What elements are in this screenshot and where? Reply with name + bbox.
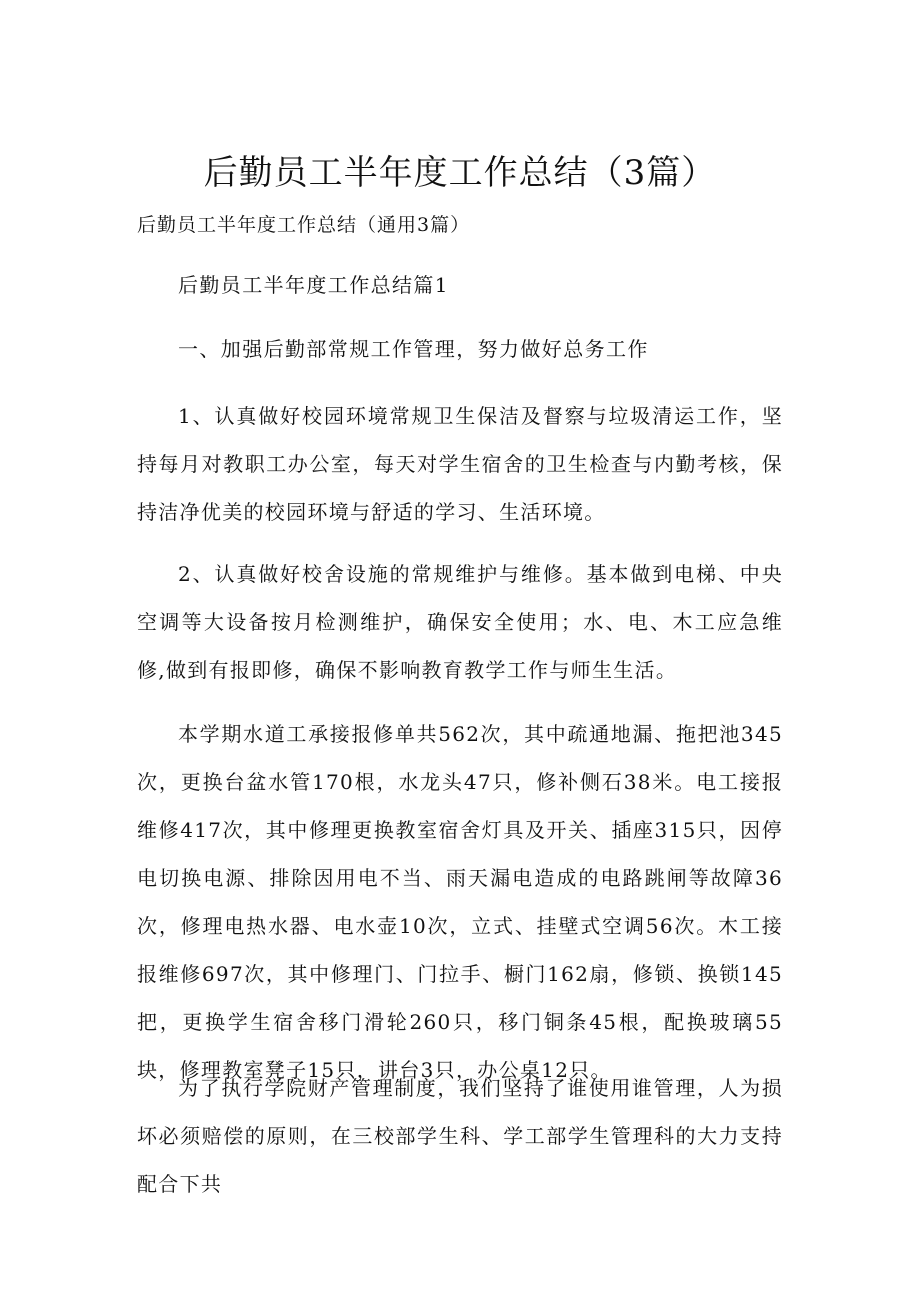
section-heading: 后勤员工半年度工作总结篇1: [178, 273, 449, 297]
document-title: 后勤员工半年度工作总结（3篇）: [203, 153, 717, 193]
paragraph-4: 为了执行学院财产管理制度，我们坚持了谁使用谁管理，人为损坏必须赔偿的原则，在三校部学生科、学工部学生管理科的大力支持配合下共: [137, 1076, 783, 1196]
part-heading: 一、加强后勤部常规工作管理，努力做好总务工作: [178, 337, 649, 361]
paragraph-1: 1、认真做好校园环境常规卫生保洁及督察与垃圾清运工作，坚持每月对教职工办公室，每天对学生宿舍的卫生检查与内勤考核，保持洁净优美的校园环境与舒适的学习、生活环境。: [137, 404, 783, 524]
paragraph-2: 2、认真做好校舍设施的常规维护与维修。基本做到电梯、中央空调等大设备按月检测维护，确保安全使用；水、电、木工应急维修,做到有报即修，确保不影响教育教学工作与师生生活。: [137, 562, 783, 682]
paragraph-3: 本学期水道工承接报修单共562次，其中疏通地漏、拖把池345次，更换台盆水管170根，水龙头47只，修补侧石38米。电工接报维修417次，其中修理更换教室宿舍灯具及开关、插座315只，因停电切换电源、排除因用电不当、雨天漏电造成的电路跳闸等故障36次，修理电热水器、电水壶10次，立式、挂壁式空调56次。木工接报维修697次，其中修理门、门拉手、橱门162扇，修锁、换锁145把，更换学生宿舍移门滑轮260只，移门铜条45根，配换玻璃55块，修理教室凳子15只，讲台3只，办公桌12只。: [137, 722, 783, 1082]
document-subtitle: 后勤员工半年度工作总结（通用3篇）: [137, 214, 471, 236]
